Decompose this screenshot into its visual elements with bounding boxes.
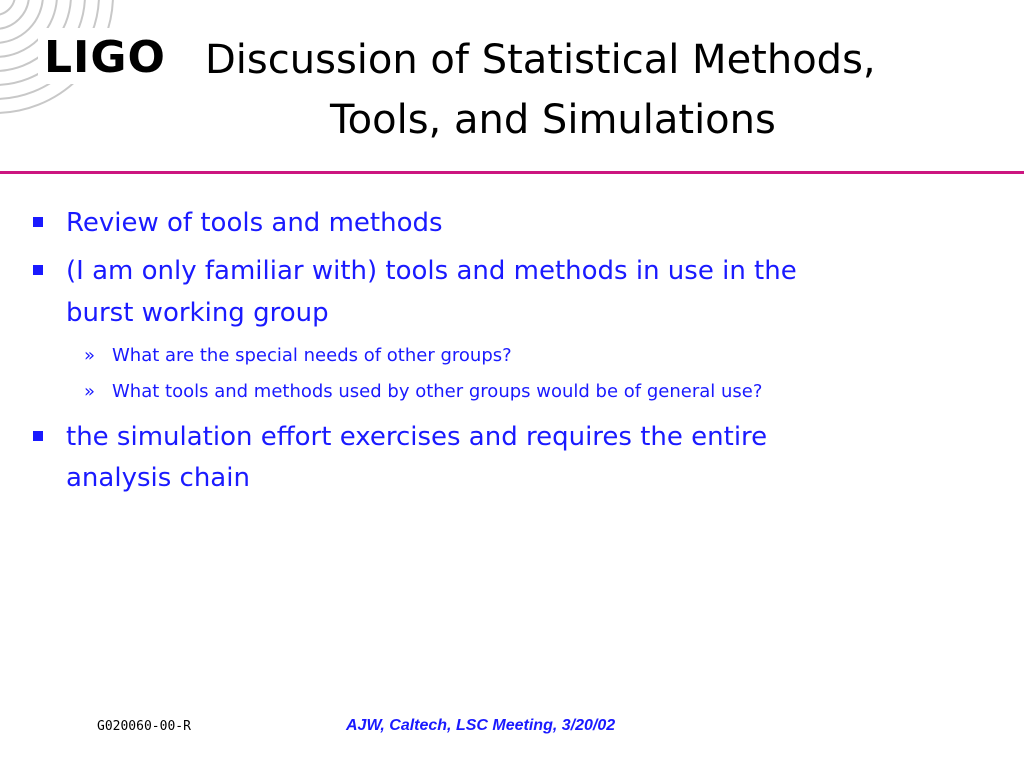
bullet-1-line-1: Review of tools and methods — [66, 208, 443, 238]
title-line-2: Tools, and Simulations — [330, 97, 776, 143]
sub-bullet-marker: » — [84, 381, 96, 402]
sub-bullet-2: What tools and methods used by other groups would be of general use? — [112, 381, 763, 402]
bullet-2-line-2: burst working group — [66, 298, 329, 328]
bullet-2-line-1: (I am only familiar with) tools and methods in use in the — [66, 256, 797, 286]
footer-document-id: G020060-00-R — [97, 719, 191, 734]
sub-bullet-marker: » — [84, 345, 96, 366]
bullet-3-line-1: the simulation effort exercises and requires the entire — [66, 422, 768, 452]
bullet-marker — [33, 431, 43, 441]
bullet-marker — [33, 217, 43, 227]
footer-credit: AJW, Caltech, LSC Meeting, 3/20/02 — [346, 717, 616, 734]
logo-text: LIGO — [44, 32, 166, 83]
logo — [0, 0, 180, 150]
bullet-marker — [33, 265, 43, 275]
sub-bullet-1: What are the special needs of other groups? — [112, 345, 512, 366]
bullet-3-line-2: analysis chain — [66, 463, 250, 493]
title-line-1: Discussion of Statistical Methods, — [205, 37, 876, 83]
title-divider — [0, 171, 1024, 174]
